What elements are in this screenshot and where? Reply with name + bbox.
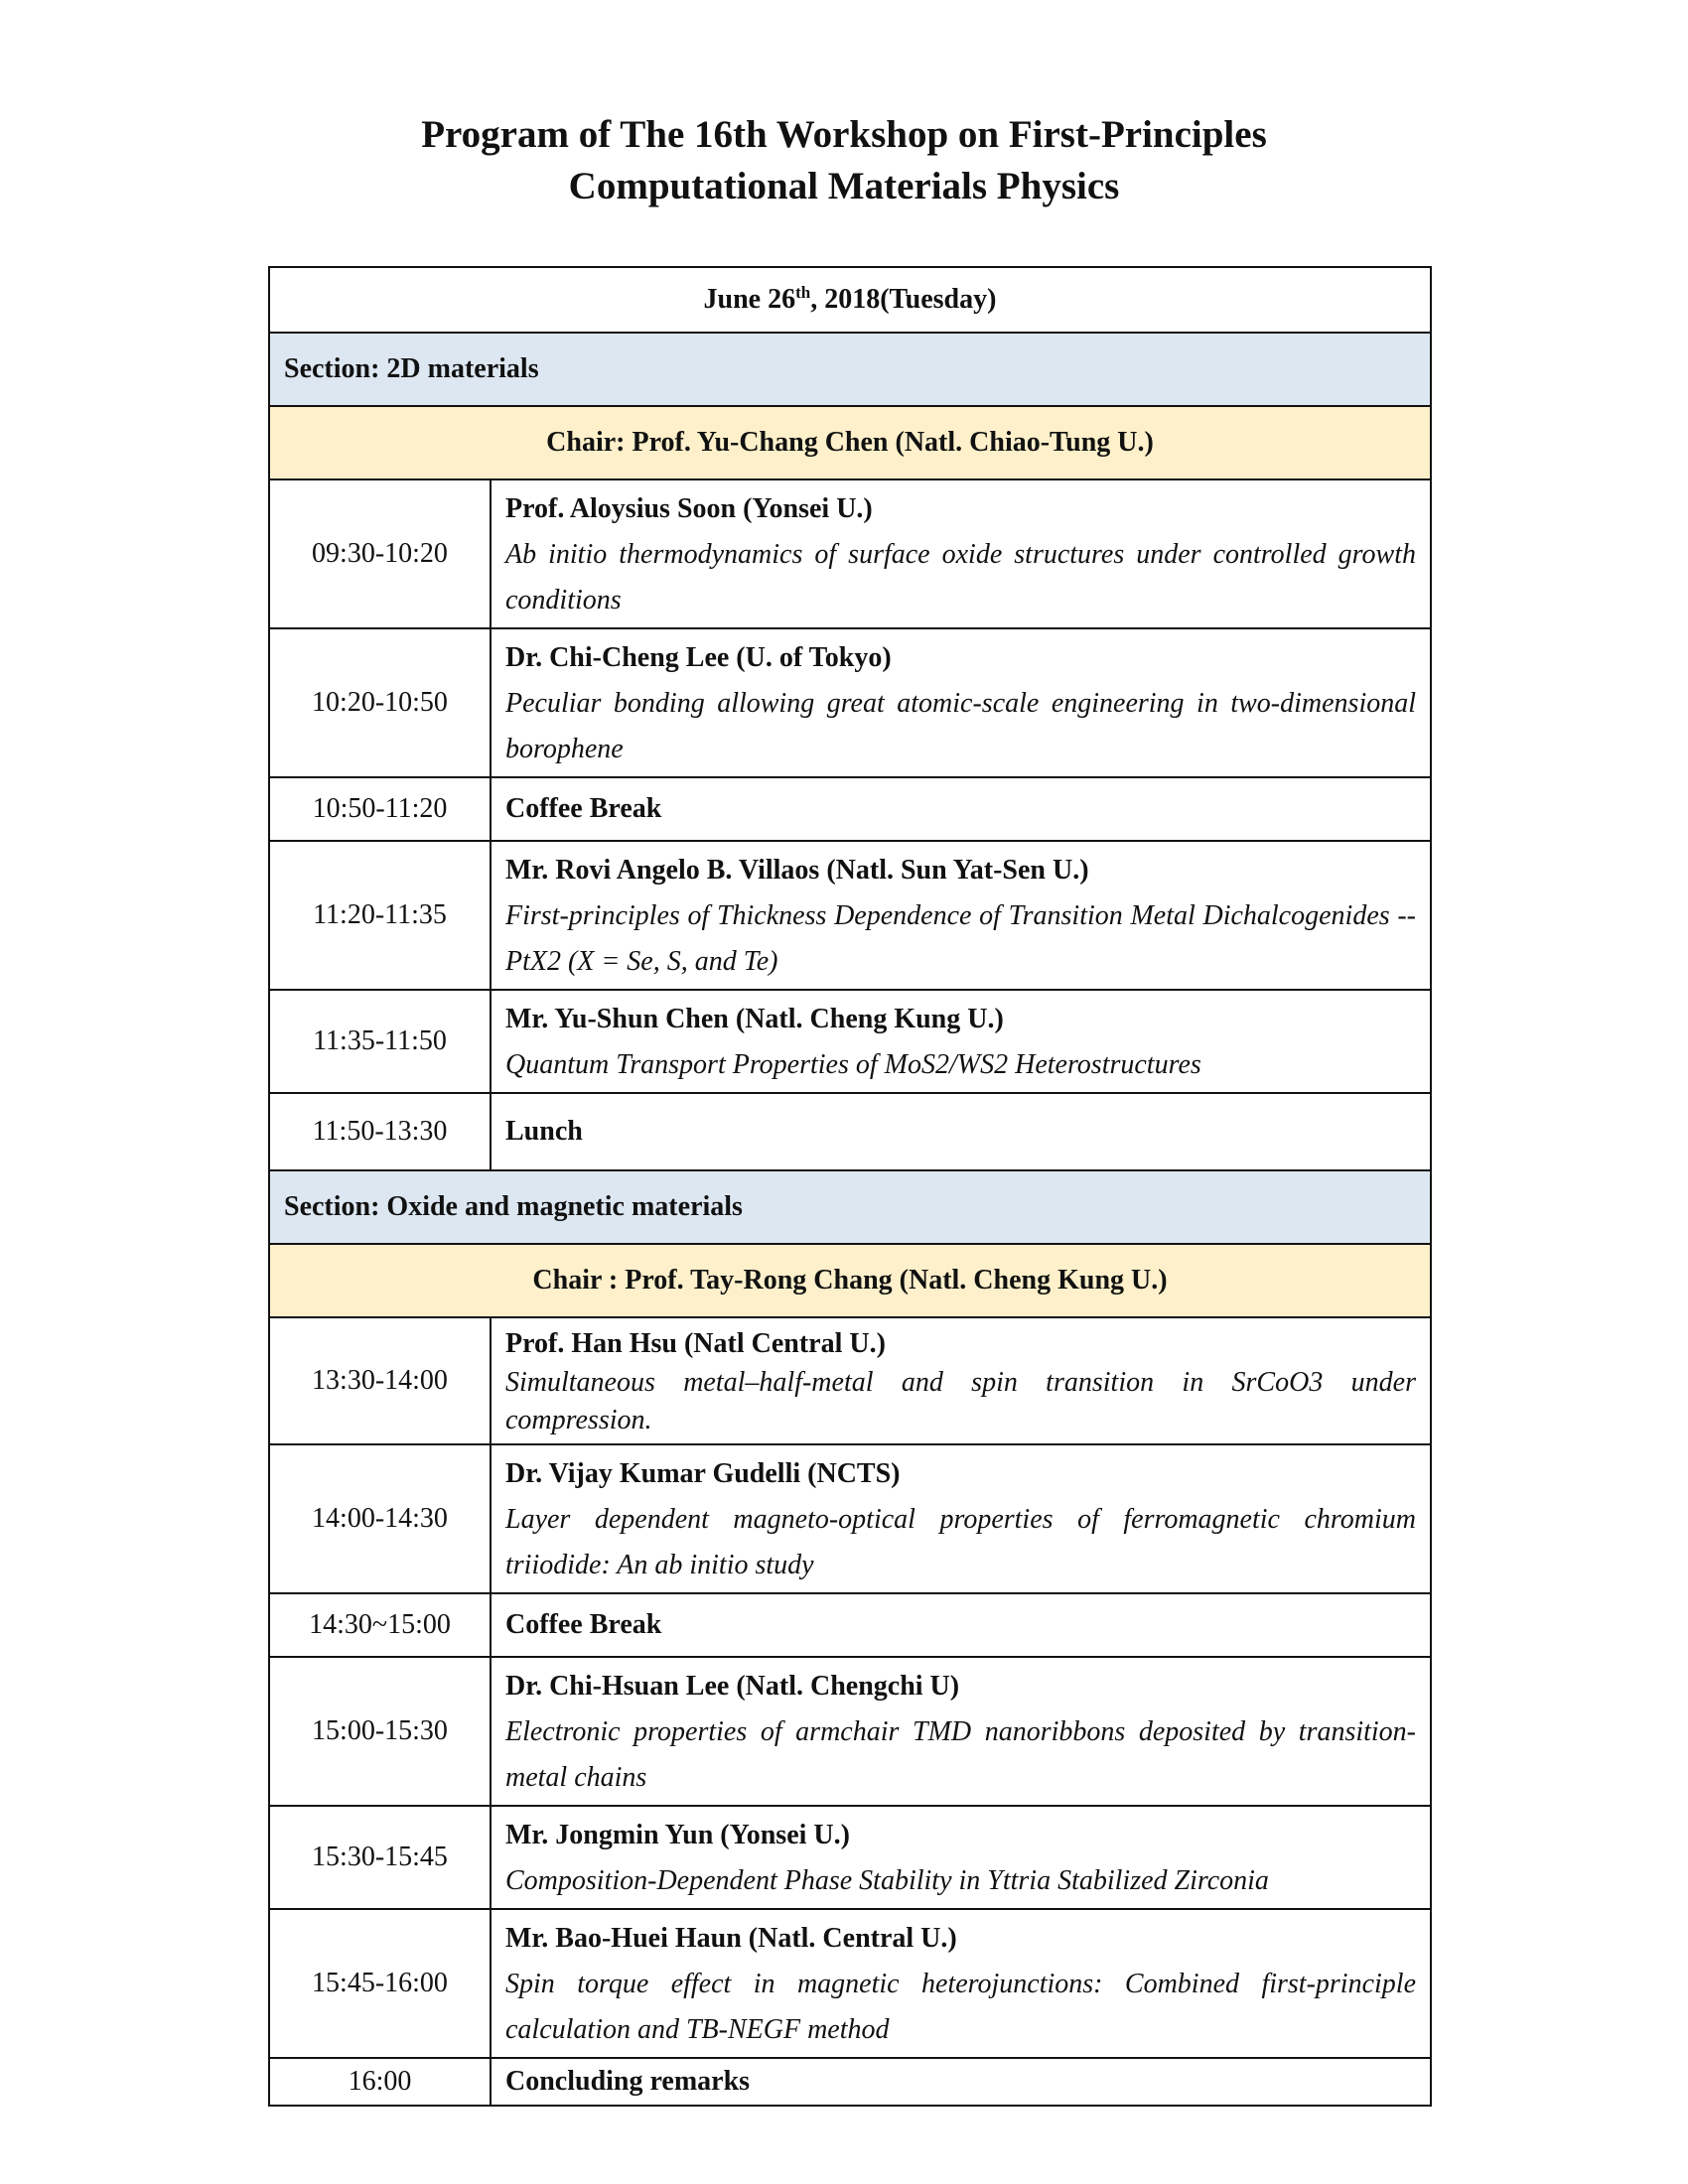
talk-cell [491, 1909, 1431, 2058]
talk-cell [491, 990, 1431, 1093]
time-cell: 10:50-11:20 [269, 777, 491, 841]
speaker-name: Dr. Chi-Cheng Lee (U. of Tokyo) [505, 642, 892, 673]
time-cell: 09:30-10:20 [269, 479, 491, 628]
speaker-name: Mr. Rovi Angelo B. Villaos (Natl. Sun Yat-Sen U.) [505, 855, 1089, 886]
talk-title: Simultaneous metal–half-metal and spin transition in SrCoO3 under compression. [505, 1367, 1416, 1435]
table-row [269, 479, 1431, 628]
table-row [269, 1806, 1431, 1909]
speaker-name: Dr. Chi-Hsuan Lee (Natl. Chengchi U) [505, 1671, 960, 1702]
table-row [269, 1909, 1431, 2058]
table-row [269, 1593, 1431, 1657]
date-rest: , 2018(Tuesday) [810, 284, 997, 315]
talk-title: Quantum Transport Properties of MoS2/WS2 Heterostructures [505, 1049, 1201, 1080]
time-cell: 11:35-11:50 [269, 990, 491, 1093]
table-row [269, 1444, 1431, 1593]
time-cell: 14:30~15:00 [269, 1593, 491, 1657]
talk-cell [491, 1657, 1431, 1806]
time-cell: 15:00-15:30 [269, 1657, 491, 1806]
talk-cell [491, 841, 1431, 990]
talk-title: Electronic properties of armchair TMD nanoribbons deposited by transition-metal chains [505, 1716, 1416, 1793]
talk-title: Composition-Dependent Phase Stability in Yttria Stabilized Zirconia [505, 1865, 1269, 1896]
section-row [269, 1170, 1431, 1244]
date-suffix: th [795, 283, 811, 302]
speaker-name: Mr. Bao-Huei Haun (Natl. Central U.) [505, 1923, 957, 1954]
time-cell: 11:50-13:30 [269, 1093, 491, 1170]
time-cell: 16:00 [269, 2058, 491, 2106]
speaker-name: Mr. Yu-Shun Chen (Natl. Cheng Kung U.) [505, 1004, 1004, 1034]
speaker-name: Prof. Aloysius Soon (Yonsei U.) [505, 493, 873, 524]
closing-label: Concluding remarks [491, 2058, 1431, 2106]
talk-cell [491, 1317, 1431, 1444]
table-row [269, 628, 1431, 777]
chair-label: Chair: Prof. Yu-Chang Chen (Natl. Chiao-Tung U.) [269, 406, 1431, 479]
break-label: Lunch [491, 1093, 1431, 1170]
table-row [269, 777, 1431, 841]
chair-row [269, 406, 1431, 479]
table-row [269, 2058, 1431, 2106]
title-line-2: Computational Materials Physics [568, 165, 1120, 207]
talk-title: Ab initio thermodynamics of surface oxide structures under controlled growth conditions [505, 539, 1416, 615]
break-label: Coffee Break [491, 1593, 1431, 1657]
talk-cell [491, 628, 1431, 777]
section-label: Section: Oxide and magnetic materials [269, 1170, 1431, 1244]
talk-cell [491, 1444, 1431, 1593]
talk-title: Spin torque effect in magnetic heterojunctions: Combined first-principle calculation and TB-NEGF method [505, 1969, 1416, 2045]
time-cell: 11:20-11:35 [269, 841, 491, 990]
chair-label: Chair : Prof. Tay-Rong Chang (Natl. Cheng Kung U.) [269, 1244, 1431, 1317]
table-row [269, 1317, 1431, 1444]
talk-cell [491, 479, 1431, 628]
speaker-name: Prof. Han Hsu (Natl Central U.) [505, 1328, 886, 1359]
title-line-1: Program of The 16th Workshop on First-Principles [421, 113, 1267, 156]
speaker-name: Dr. Vijay Kumar Gudelli (NCTS) [505, 1458, 901, 1489]
date-cell [269, 267, 1431, 333]
time-cell: 10:20-10:50 [269, 628, 491, 777]
talk-title: First-principles of Thickness Dependence of Transition Metal Dichalcogenides -- PtX2 (X = Se, S, and Te) [505, 900, 1416, 977]
date-prefix: June 26 [703, 284, 796, 315]
date-row [269, 267, 1431, 333]
table-row [269, 841, 1431, 990]
program-table [268, 266, 1432, 2107]
time-cell: 15:45-16:00 [269, 1909, 491, 2058]
section-label: Section: 2D materials [269, 333, 1431, 406]
time-cell: 13:30-14:00 [269, 1317, 491, 1444]
talk-cell [491, 1806, 1431, 1909]
chair-row [269, 1244, 1431, 1317]
time-cell: 15:30-15:45 [269, 1806, 491, 1909]
section-row [269, 333, 1431, 406]
time-cell: 14:00-14:30 [269, 1444, 491, 1593]
table-row [269, 990, 1431, 1093]
speaker-name: Mr. Jongmin Yun (Yonsei U.) [505, 1820, 850, 1850]
break-label: Coffee Break [491, 777, 1431, 841]
table-row [269, 1093, 1431, 1170]
table-row [269, 1657, 1431, 1806]
talk-title: Peculiar bonding allowing great atomic-scale engineering in two-dimensional borophene [505, 688, 1416, 764]
document-title [0, 109, 1688, 212]
talk-title: Layer dependent magneto-optical properties of ferromagnetic chromium triiodide: An ab initio study [505, 1504, 1416, 1580]
